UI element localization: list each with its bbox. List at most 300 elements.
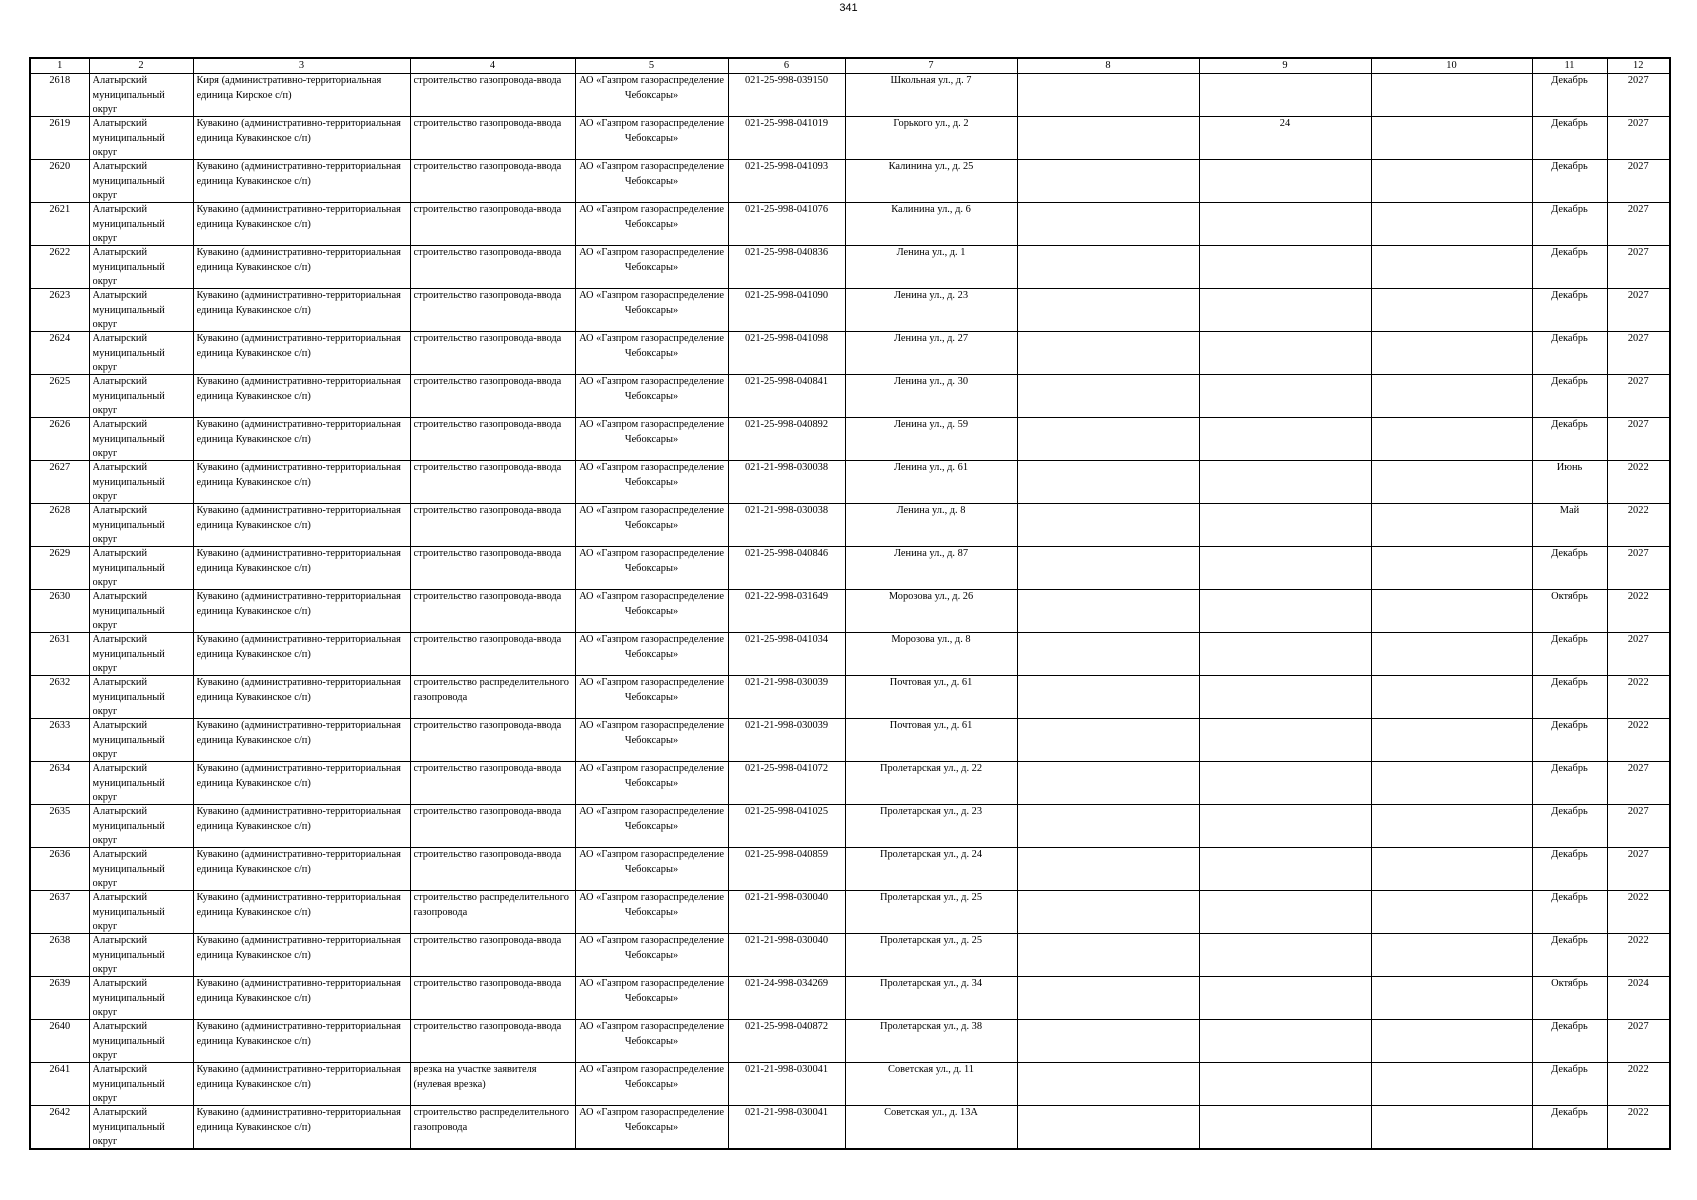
column-8-cell-text [1021,633,1196,675]
row-number-cell-text: 2620 [49,161,71,172]
address-cell [845,332,1017,375]
column-8-cell [1017,762,1199,805]
registry-code-cell [728,1020,845,1063]
locality-cell [193,719,410,762]
locality-cell [193,934,410,977]
organization-cell [575,891,728,934]
column-9-cell-text [1203,547,1368,589]
column-header: 11 [1532,58,1607,74]
column-10-cell [1371,117,1532,160]
column-10-cell-text [1375,332,1529,374]
row-number-cell [30,633,89,676]
month-cell [1532,891,1607,934]
address-cell-text: Пролетарская ул., д. 25 [879,892,983,903]
address-cell [845,848,1017,891]
district-cell [89,1020,193,1063]
work-type-cell-text: строительство газопровода-ввода [413,634,562,645]
work-type-cell-text: строительство газопровода-ввода [413,333,562,344]
organization-cell-text: АО «Газпром газораспределение Чебоксары» [579,548,724,574]
column-10-cell-text [1375,977,1529,1019]
column-9-cell [1199,891,1371,934]
column-8-cell-text [1021,289,1196,331]
organization-cell [575,977,728,1020]
locality-cell [193,762,410,805]
row-number-cell-text: 2634 [49,763,71,774]
column-9-cell [1199,1106,1371,1150]
address-cell [845,633,1017,676]
column-9-cell-text [1203,289,1368,331]
locality-cell-text: Кувакино (административно-территориальная единица Кувакинское с/п) [196,462,401,488]
column-9-cell [1199,848,1371,891]
work-type-cell [410,461,575,504]
column-9-cell-text [1203,504,1368,546]
organization-cell-text: АО «Газпром газораспределение Чебоксары» [579,1064,724,1090]
registry-code-cell-text: 021-25-998-040872 [744,1021,829,1032]
organization-cell [575,504,728,547]
district-cell [89,590,193,633]
organization-cell-text: АО «Газпром газораспределение Чебоксары» [579,118,724,144]
address-cell-text: Ленина ул., д. 27 [893,333,969,344]
year-cell [1607,590,1670,633]
row-number-cell-text: 2640 [49,1021,71,1032]
row-number-cell-text: 2618 [49,75,71,86]
row-number-cell [30,891,89,934]
row-number-cell [30,289,89,332]
table-row [30,590,1670,633]
work-type-cell [410,504,575,547]
column-8-cell [1017,203,1199,246]
year-cell [1607,547,1670,590]
address-cell-text: Пролетарская ул., д. 38 [879,1021,983,1032]
year-cell-text: 2027 [1627,376,1649,387]
locality-cell [193,1063,410,1106]
work-type-cell [410,246,575,289]
table-row [30,289,1670,332]
table-row [30,762,1670,805]
column-10-cell [1371,1020,1532,1063]
work-type-cell-text: строительство газопровода-ввода [413,118,562,129]
column-8-cell-text [1021,848,1196,890]
work-type-cell [410,1106,575,1150]
month-cell-text: Декабрь [1551,720,1588,731]
column-8-cell [1017,547,1199,590]
column-9-cell [1199,160,1371,203]
month-cell-text: Декабрь [1551,892,1588,903]
district-cell-text: Алатырский муниципальный округ [92,1021,165,1061]
district-cell [89,504,193,547]
district-cell [89,160,193,203]
column-8-cell-text [1021,762,1196,804]
column-10-cell-text [1375,1106,1529,1148]
work-type-cell [410,375,575,418]
column-10-cell-text [1375,805,1529,847]
column-9-cell [1199,332,1371,375]
district-cell [89,375,193,418]
locality-cell-text: Кувакино (административно-территориальная единица Кувакинское с/п) [196,634,401,660]
work-type-cell-text: строительство газопровода-ввода [413,1021,562,1032]
district-cell-text: Алатырский муниципальный округ [92,1107,165,1147]
registry-code-cell [728,1063,845,1106]
column-8-cell [1017,160,1199,203]
address-cell [845,1020,1017,1063]
registry-code-cell [728,418,845,461]
row-number-cell [30,160,89,203]
year-cell-text: 2022 [1627,505,1649,516]
column-9-cell-text [1203,934,1368,976]
district-cell [89,246,193,289]
year-cell-text: 2027 [1627,161,1649,172]
row-number-cell [30,977,89,1020]
column-8-cell [1017,633,1199,676]
locality-cell-text: Кувакино (административно-территориальная единица Кувакинское с/п) [196,1064,401,1090]
column-9-cell-text [1203,719,1368,761]
table-row [30,977,1670,1020]
column-8-cell [1017,332,1199,375]
month-cell-text: Декабрь [1551,806,1588,817]
address-cell-text: Горького ул., д. 2 [893,118,969,129]
locality-cell-text: Кувакино (административно-территориальная единица Кувакинское с/п) [196,548,401,574]
column-8-cell-text [1021,246,1196,288]
address-cell [845,934,1017,977]
address-cell [845,547,1017,590]
row-number-cell [30,74,89,117]
header-row [30,58,1670,74]
work-type-cell-text: строительство газопровода-ввода [413,806,562,817]
table-row [30,1020,1670,1063]
year-cell-text: 2027 [1627,849,1649,860]
column-9-cell [1199,633,1371,676]
table-row [30,203,1670,246]
district-cell-text: Алатырский муниципальный округ [92,161,165,201]
column-8-cell [1017,590,1199,633]
organization-cell-text: АО «Газпром газораспределение Чебоксары» [579,849,724,875]
registry-code-cell-text: 021-21-998-030040 [744,892,829,903]
address-cell [845,461,1017,504]
district-cell-text: Алатырский муниципальный округ [92,75,165,115]
address-cell [845,1063,1017,1106]
month-cell [1532,934,1607,977]
column-9-cell-text [1203,805,1368,847]
district-cell [89,848,193,891]
column-10-cell [1371,289,1532,332]
month-cell-text: Декабрь [1551,1107,1588,1118]
year-cell [1607,891,1670,934]
locality-cell [193,461,410,504]
organization-cell-text: АО «Газпром газораспределение Чебоксары» [579,204,724,230]
row-number-cell [30,934,89,977]
column-9-cell [1199,676,1371,719]
address-cell [845,977,1017,1020]
column-9-cell-text [1203,375,1368,417]
column-8-cell-text [1021,934,1196,976]
row-number-cell-text: 2628 [49,505,71,516]
district-cell-text: Алатырский муниципальный округ [92,118,165,158]
year-cell-text: 2022 [1627,935,1649,946]
year-cell [1607,977,1670,1020]
year-cell-text: 2027 [1627,290,1649,301]
district-cell-text: Алатырский муниципальный округ [92,1064,165,1104]
district-cell-text: Алатырский муниципальный округ [92,290,165,330]
registry-code-cell [728,891,845,934]
column-10-cell-text [1375,547,1529,589]
work-type-cell-text: строительство газопровода-ввода [413,204,562,215]
registry-code-cell-text: 021-25-998-041019 [744,118,829,129]
address-cell-text: Ленина ул., д. 59 [893,419,969,430]
work-type-cell-text: строительство газопровода-ввода [413,849,562,860]
row-number-cell-text: 2619 [49,118,71,129]
registry-code-cell-text: 021-25-998-041076 [744,204,829,215]
district-cell-text: Алатырский муниципальный округ [92,419,165,459]
row-number-cell-text: 2622 [49,247,71,258]
column-header: 10 [1371,58,1532,74]
locality-cell [193,246,410,289]
locality-cell [193,117,410,160]
organization-cell [575,1020,728,1063]
address-cell-text: Морозова ул., д. 26 [888,591,974,602]
year-cell-text: 2027 [1627,1021,1649,1032]
row-number-cell [30,246,89,289]
organization-cell-text: АО «Газпром газораспределение Чебоксары» [579,935,724,961]
column-8-cell [1017,461,1199,504]
column-10-cell-text [1375,891,1529,933]
month-cell [1532,74,1607,117]
column-8-cell-text [1021,375,1196,417]
work-type-cell [410,1020,575,1063]
year-cell-text: 2027 [1627,548,1649,559]
registry-code-cell-text: 021-21-998-030041 [744,1064,829,1075]
month-cell [1532,1020,1607,1063]
district-cell-text: Алатырский муниципальный округ [92,978,165,1018]
column-10-cell-text [1375,762,1529,804]
registry-code-cell [728,762,845,805]
district-cell [89,719,193,762]
organization-cell-text: АО «Газпром газораспределение Чебоксары» [579,75,724,101]
organization-cell [575,246,728,289]
column-8-cell-text [1021,418,1196,460]
district-cell [89,891,193,934]
organization-cell [575,418,728,461]
column-10-cell [1371,1106,1532,1150]
year-cell [1607,762,1670,805]
column-10-cell [1371,590,1532,633]
table-row [30,332,1670,375]
column-10-cell [1371,1063,1532,1106]
table-row [30,934,1670,977]
district-cell-text: Алатырский муниципальный округ [92,935,165,975]
organization-cell [575,117,728,160]
column-8-cell-text [1021,203,1196,245]
table-row [30,805,1670,848]
locality-cell [193,590,410,633]
registry-code-cell [728,74,845,117]
column-8-cell-text [1021,1020,1196,1062]
column-8-cell [1017,289,1199,332]
organization-cell [575,762,728,805]
work-type-cell [410,332,575,375]
organization-cell-text: АО «Газпром газораспределение Чебоксары» [579,1107,724,1133]
register-table [29,57,1671,1150]
district-cell-text: Алатырский муниципальный округ [92,376,165,416]
district-cell-text: Алатырский муниципальный округ [92,505,165,545]
column-9-cell-text [1203,160,1368,202]
organization-cell [575,332,728,375]
month-cell [1532,289,1607,332]
column-10-cell-text [1375,203,1529,245]
column-9-cell-text [1203,203,1368,245]
year-cell [1607,504,1670,547]
address-cell [845,676,1017,719]
locality-cell [193,289,410,332]
address-cell [845,590,1017,633]
table-row [30,74,1670,117]
district-cell-text: Алатырский муниципальный округ [92,634,165,674]
address-cell-text: Пролетарская ул., д. 22 [879,763,983,774]
registry-code-cell [728,461,845,504]
row-number-cell-text: 2621 [49,204,71,215]
organization-cell-text: АО «Газпром газораспределение Чебоксары» [579,978,724,1004]
year-cell-text: 2022 [1627,1107,1649,1118]
locality-cell-text: Кувакино (административно-территориальная единица Кувакинское с/п) [196,591,401,617]
work-type-cell [410,762,575,805]
column-9-cell [1199,719,1371,762]
month-cell [1532,676,1607,719]
work-type-cell [410,934,575,977]
column-10-cell [1371,891,1532,934]
row-number-cell [30,461,89,504]
address-cell [845,805,1017,848]
column-10-cell-text [1375,1063,1529,1105]
row-number-cell [30,203,89,246]
year-cell-text: 2022 [1627,462,1649,473]
registry-code-cell [728,160,845,203]
column-9-cell [1199,977,1371,1020]
month-cell-text: Декабрь [1551,548,1588,559]
column-10-cell [1371,74,1532,117]
row-number-cell [30,1106,89,1150]
column-10-cell [1371,547,1532,590]
organization-cell-text: АО «Газпром газораспределение Чебоксары» [579,634,724,660]
row-number-cell-text: 2629 [49,548,71,559]
address-cell-text: Морозова ул., д. 8 [891,634,971,645]
locality-cell [193,504,410,547]
column-8-cell [1017,891,1199,934]
district-cell [89,74,193,117]
month-cell [1532,375,1607,418]
column-8-cell [1017,719,1199,762]
row-number-cell-text: 2642 [49,1107,71,1118]
work-type-cell-text: строительство газопровода-ввода [413,419,562,430]
row-number-cell [30,418,89,461]
district-cell [89,418,193,461]
address-cell [845,1106,1017,1150]
district-cell-text: Алатырский муниципальный округ [92,892,165,932]
column-10-cell-text [1375,289,1529,331]
address-cell [845,891,1017,934]
column-9-cell [1199,805,1371,848]
table-row [30,418,1670,461]
row-number-cell-text: 2636 [49,849,71,860]
column-9-cell [1199,934,1371,977]
column-9-cell [1199,762,1371,805]
work-type-cell-text: строительство газопровода-ввода [413,290,562,301]
organization-cell-text: АО «Газпром газораспределение Чебоксары» [579,419,724,445]
column-9-cell [1199,504,1371,547]
column-9-cell [1199,547,1371,590]
row-number-cell-text: 2638 [49,935,71,946]
district-cell-text: Алатырский муниципальный округ [92,763,165,803]
work-type-cell [410,805,575,848]
address-cell-text: Ленина ул., д. 87 [893,548,969,559]
column-8-cell [1017,977,1199,1020]
month-cell [1532,117,1607,160]
registry-code-cell-text: 021-25-998-040841 [744,376,829,387]
registry-code-cell-text: 021-25-998-040859 [744,849,829,860]
column-10-cell [1371,418,1532,461]
organization-cell [575,1063,728,1106]
work-type-cell-text: строительство газопровода-ввода [413,75,562,86]
work-type-cell-text: строительство газопровода-ввода [413,763,562,774]
locality-cell-text: Кувакино (административно-территориальная единица Кувакинское с/п) [196,419,401,445]
work-type-cell [410,117,575,160]
month-cell-text: Декабрь [1551,1021,1588,1032]
column-10-cell-text [1375,934,1529,976]
column-8-cell [1017,1020,1199,1063]
column-8-cell-text [1021,1063,1196,1105]
column-header: 8 [1017,58,1199,74]
address-cell-text: Ленина ул., д. 30 [893,376,969,387]
registry-code-cell [728,504,845,547]
month-cell-text: Октябрь [1551,978,1588,989]
work-type-cell-text: строительство распределительного газопровода [413,892,569,918]
year-cell [1607,332,1670,375]
locality-cell-text: Кувакино (административно-территориальная единица Кувакинское с/п) [196,247,401,273]
year-cell-text: 2027 [1627,634,1649,645]
column-10-cell-text [1375,418,1529,460]
work-type-cell [410,633,575,676]
registry-code-cell-text: 021-25-998-041034 [744,634,829,645]
row-number-cell-text: 2633 [49,720,71,731]
locality-cell [193,676,410,719]
district-cell [89,1063,193,1106]
month-cell [1532,762,1607,805]
year-cell-text: 2027 [1627,118,1649,129]
address-cell [845,504,1017,547]
column-9-cell [1199,461,1371,504]
district-cell [89,203,193,246]
column-10-cell-text [1375,504,1529,546]
row-number-cell-text: 2641 [49,1064,71,1075]
column-header: 1 [30,58,89,74]
work-type-cell [410,74,575,117]
column-9-cell [1199,289,1371,332]
address-cell-text: Ленина ул., д. 23 [893,290,969,301]
column-9-cell-text [1203,246,1368,288]
district-cell [89,676,193,719]
registry-code-cell-text: 021-24-998-034269 [744,978,829,989]
district-cell [89,117,193,160]
month-cell-text: Декабрь [1551,118,1588,129]
work-type-cell [410,418,575,461]
registry-code-cell-text: 021-25-998-040892 [744,419,829,430]
locality-cell-text: Кувакино (административно-территориальная единица Кувакинское с/п) [196,204,401,230]
year-cell [1607,676,1670,719]
organization-cell [575,160,728,203]
year-cell-text: 2027 [1627,204,1649,215]
locality-cell-text: Кувакино (административно-территориальная единица Кувакинское с/п) [196,677,401,703]
district-cell [89,461,193,504]
locality-cell [193,74,410,117]
district-cell [89,547,193,590]
